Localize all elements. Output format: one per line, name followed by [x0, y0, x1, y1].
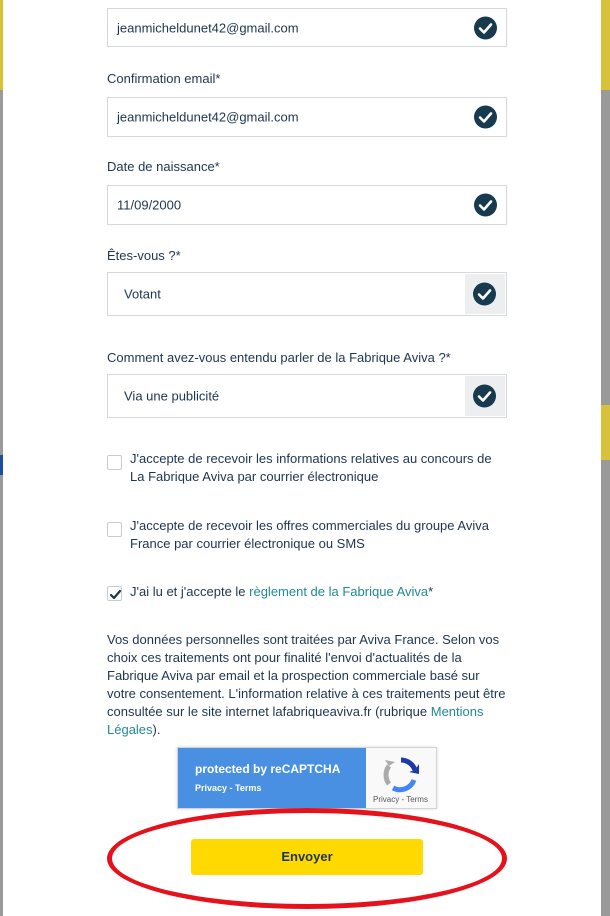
- rules-link[interactable]: règlement de la Fabrique Aviva: [249, 584, 429, 599]
- check-icon: [474, 16, 497, 39]
- check-icon: [473, 385, 496, 408]
- birth-date-value: 11/09/2000: [117, 197, 182, 213]
- privacy-info: [107, 631, 507, 739]
- check-icon: [474, 106, 497, 129]
- confirm-email-value: jeanmicheldunet42@gmail.com: [117, 109, 299, 125]
- recaptcha-small-links[interactable]: Privacy - Terms: [373, 795, 428, 804]
- check-icon: [473, 283, 496, 306]
- registration-modal: [3, 0, 601, 916]
- email-field[interactable]: [107, 8, 507, 47]
- status-select[interactable]: [107, 272, 507, 316]
- birth-date-field[interactable]: [107, 185, 507, 225]
- confirm-email-label: Confirmation email*: [107, 71, 221, 86]
- annotation-circle: [107, 808, 507, 909]
- status-value: Votant: [124, 286, 161, 302]
- recaptcha-title: protected by reCAPTCHA: [195, 762, 341, 776]
- rules-consent-checkbox[interactable]: [107, 586, 122, 601]
- source-select[interactable]: [107, 374, 507, 418]
- rules-consent-row: [107, 583, 507, 605]
- privacy-info-text: Vos données personnelles sont traitées par Aviva France. Selon vos choix ces traitements ont pour finalité l'envoi d'actualités de la Fabrique Aviva par email et la prospection commerciale basé sur votre consentement. L'information relative à ces traitements peut être consultée sur le site internet lafabriqueaviva.fr (rubrique: [107, 632, 506, 719]
- offers-consent-row: [107, 517, 507, 557]
- confirm-email-field[interactable]: [107, 97, 507, 137]
- recaptcha-badge[interactable]: [177, 747, 437, 809]
- contest-consent-checkbox[interactable]: [107, 455, 122, 470]
- recaptcha-panel: [178, 748, 366, 808]
- birth-date-label: Date de naissance*: [107, 159, 220, 174]
- legal-mentions-link[interactable]: Mentions Légales: [107, 704, 484, 737]
- background-page-right: [601, 0, 610, 90]
- check-icon: [474, 194, 497, 217]
- offers-consent-label: J'accepte de recevoir les offres commerciales du groupe Aviva France par courrier électronique ou SMS: [130, 518, 489, 551]
- rules-prefix: J'ai lu et j'accepte le: [130, 584, 250, 599]
- rules-suffix: *: [428, 584, 434, 599]
- recaptcha-links[interactable]: Privacy - Terms: [195, 783, 262, 793]
- submit-button[interactable]: Envoyer: [191, 839, 423, 875]
- checkmark-icon: [109, 588, 122, 601]
- offers-consent-checkbox[interactable]: [107, 522, 122, 537]
- rules-consent-label: [130, 583, 507, 601]
- privacy-info-suffix: ).: [152, 722, 161, 737]
- source-label: Comment avez-vous entendu parler de la Fabrique Aviva ?*: [107, 350, 451, 365]
- recaptcha-logo-icon: [381, 756, 421, 794]
- email-value: jeanmicheldunet42@gmail.com: [117, 20, 299, 35]
- background-accent: [601, 405, 610, 460]
- source-value: Via une publicité: [124, 388, 220, 404]
- contest-consent-label: J'accepte de recevoir les informations relatives au concours de La Fabrique Aviva par courrier électronique: [130, 451, 492, 484]
- contest-consent-row: [107, 450, 507, 490]
- status-label: Êtes-vous ?*: [107, 248, 181, 263]
